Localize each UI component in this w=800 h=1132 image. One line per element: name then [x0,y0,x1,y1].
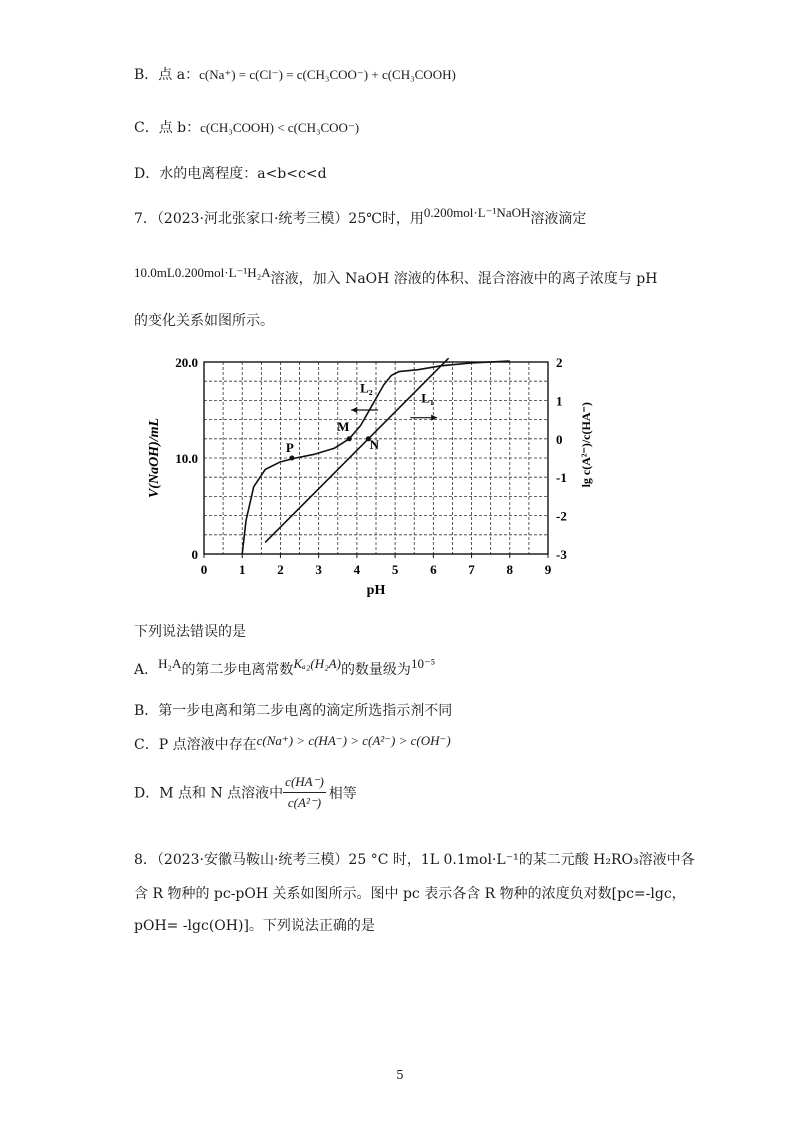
q7-stem-line1 [134,205,586,228]
formula: c(CH₃COOH) < c(CH₃COO⁻) [200,120,360,135]
chart-labels [147,355,593,598]
option-label: C．P 点溶液中存在 [134,737,257,753]
y-right-axis-label: lg c(A²⁻)/c(HA⁻) [579,402,593,488]
q7-question: 下列说法错误的是 [134,624,246,640]
y-left-tick-label: 20.0 [175,355,198,370]
fraction-numerator: c(HA⁻) [283,774,326,793]
formula: c(Na⁺) = c(Cl⁻) = c(CH₃COO⁻) + c(CH₃COOH) [199,67,456,82]
option-label: D．M 点和 N 点溶液中 [134,785,284,802]
fraction [283,774,326,811]
y-right-tick-label: -2 [556,508,567,524]
option-c-prev [134,117,359,137]
y-left-tick-label: 10.0 [175,451,198,466]
formula: 0.200mol·L⁻¹NaOH [423,205,531,220]
q8-line2: 含 R 物种的 pc-pOH 关系如图所示。图中 pc 表示各含 R 物种的浓度负对数[pc=-lgc， [134,886,686,902]
option-d-prev: D．水的电离程度：a<b<c<d [134,166,327,182]
y-right-tick-label: -1 [556,470,567,486]
point-label: P [285,440,294,455]
x-tick-label: 2 [277,562,284,577]
fraction-denominator: c(A²⁻) [287,795,322,810]
q8-line3: pOH= -lgc(OH)]。下列说法正确的是 [134,918,375,934]
q8-line1: 8．（2023·安徽马鞍山·统考三模）25 °C 时，1L 0.1mol·L⁻¹的某二元酸 H₂RO₃溶液中各 [134,852,695,868]
series-label: L₂ [360,380,373,396]
y-left-tick-label: 0 [191,547,198,562]
text: 溶液，加入 NaOH 溶液的体积、混合溶液中的离子浓度与 pH [270,271,658,287]
y-right-tick-label: -3 [556,547,567,562]
point-label: M [337,418,350,434]
q7-option-d [134,774,357,811]
text: 的第二步电离常数 [181,662,294,678]
y-right-tick-label: 0 [556,431,563,447]
formula: Kₐ₂(H₂A) [293,656,341,671]
formula: c(Na⁺) > c(HA⁻) > c(A²⁻) > c(OH⁻) [256,733,451,748]
arrowhead [351,407,357,413]
data-point [289,456,294,461]
option-label: A． [134,662,159,678]
data-point [347,436,352,441]
x-tick-label: 0 [200,562,208,577]
x-tick-label: 9 [544,562,552,577]
text: 相等 [328,785,357,802]
q7-stem-line2 [134,265,657,288]
x-tick-label: 8 [506,562,514,577]
y-right-tick-label: 1 [556,393,563,409]
formula: 10.0mL0.200mol·L⁻¹H₂A [134,265,271,280]
option-label: B．点 a： [134,67,200,83]
q7-option-b: B．第一步电离和第二步电离的滴定所选指示剂不同 [134,703,453,719]
chart-grid [204,362,548,554]
q7-option-a [134,656,435,679]
option-b-prev [134,64,456,84]
x-tick-label: 1 [238,562,246,577]
x-tick-label: 7 [468,562,475,577]
text: 7．（2023·河北张家口·统考三模）25℃时，用 [134,211,424,227]
option-label: C．点 b： [134,120,201,136]
q7-option-c [134,733,451,754]
x-tick-label: 5 [391,562,399,577]
x-tick-label: 6 [430,562,437,577]
formula: H₂A [158,656,182,671]
text: 的数量级为 [340,662,411,678]
y-left-axis-label: V(NaOH)/mL [147,417,162,499]
series-label: L₁ [421,390,434,406]
q7-stem-line3: 的变化关系如图所示。 [134,313,274,329]
page-number: 5 [396,1068,404,1082]
point-label: N [369,436,380,452]
titration-chart [140,348,593,603]
x-axis-label: pH [366,583,386,598]
formula: 10⁻⁵ [410,656,436,671]
text: 溶液滴定 [530,211,587,227]
x-tick-label: 4 [353,562,361,577]
x-tick-label: 3 [315,562,322,577]
y-right-tick-label: 2 [556,355,563,370]
